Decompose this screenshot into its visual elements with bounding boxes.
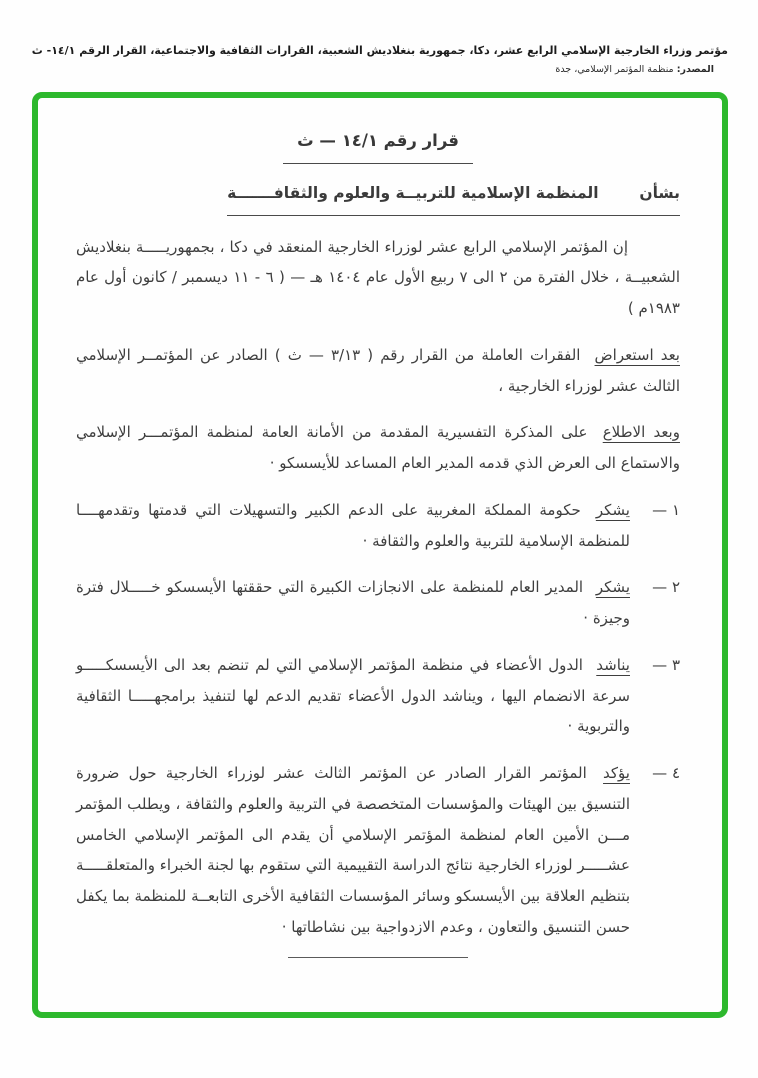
green-frame xyxy=(32,92,728,1018)
source-value: منظمة المؤتمر الإسلامي، جدة xyxy=(555,64,674,75)
item-3-text xyxy=(76,650,630,742)
resolution-item-2 xyxy=(76,572,680,634)
item-1-text xyxy=(76,495,630,557)
subject-text: المنظمة الإسلامية للتربيــة والعلوم والثقافـــــــة xyxy=(227,183,599,202)
item-2-body: المدير العام للمنظمة على الانجازات الكبيرة التي حققتها الأيسسكو خـــــلال فترة وجيزة · xyxy=(76,578,630,628)
item-4-text xyxy=(76,758,630,943)
title-wrap xyxy=(76,124,680,164)
clause-1-rest: الفقرات العاملة من القرار رقم ( ٣/١٣ — ث ) الصادر عن المؤتمــر الإسلامي الثالث عشر لوزراء الخارجية ، xyxy=(76,345,680,395)
item-1-number: ١ — xyxy=(652,500,680,519)
source-label: المصدر: xyxy=(676,64,714,75)
item-2-number: ٢ — xyxy=(652,578,680,597)
resolution-title: قرار رقم ١٤/١ — ث xyxy=(283,124,473,164)
subject-underline xyxy=(227,178,680,216)
footer-rule xyxy=(288,957,468,958)
subject-label: بشأن xyxy=(639,183,680,202)
resolution-items xyxy=(76,495,680,943)
resolution-item-4 xyxy=(76,758,680,943)
item-4-lead: يؤكد xyxy=(603,764,630,783)
document-header xyxy=(26,44,728,75)
resolution-item-3 xyxy=(76,650,680,742)
header-source xyxy=(26,64,714,75)
header-citation: مؤتمر وزراء الخارجية الإسلامي الرابع عشر، دكا، جمهورية بنغلاديش الشعبية، القرارات الثقافية والاجتماعية، القرار الرقم ١٤/١- ث xyxy=(31,44,728,57)
item-2-text xyxy=(76,572,630,634)
item-2-lead: يشكر xyxy=(595,578,630,597)
item-4-number: ٤ — xyxy=(652,764,680,783)
clause-2-lead: وبعد الاطلاع xyxy=(602,423,680,442)
resolution-item-1 xyxy=(76,495,680,557)
item-1-lead: يشكر xyxy=(595,500,630,519)
resolution-body xyxy=(76,124,680,958)
item-1-body: حكومة المملكة المغربية على الدعم الكبير والتسهيلات التي قدمتها وتقدمهــــا للمنظمة الإسلامية للتربية والعلوم والثقافة · xyxy=(76,500,630,550)
item-3-lead: يناشد xyxy=(596,655,630,674)
clause-2-rest: على المذكرة التفسيرية المقدمة من الأمانة العامة لمنظمة المؤتمـــر الإسلامي والاستماع الى العرض الذي قدمه المدير العام المساعد للأيسسكو · xyxy=(76,423,680,473)
item-4-body: المؤتمر القرار الصادر عن المؤتمر الثالث عشر لوزراء الخارجية حول ضرورة التنسيق بين الهيئات والمؤسسات المتخصصة في التربية والعلوم والثقافة ، ويطلب المؤتمر مـــن الأمين العام لمنظمة المؤتمر الإسلامي أن يقدم الى المؤتمر الإسلامي الخامس عشـــــر لوزراء الخارجية نتائج الدراسة التقييمية التي ستقوم بها لجنة الخبراء والمتعلقـــــة بتنظيم العلاقة بين الأيسسكو وسائر المؤسسات الثقافية الأخرى التابعــة للمنظمة بما يكفل حسن التنسيق والتعاون ، وعدم الازدواجية بين نشاطاتها · xyxy=(76,764,630,936)
clause-1-lead: بعد استعراض xyxy=(594,345,680,364)
preamble-paragraph: إن المؤتمر الإسلامي الرابع عشر لوزراء الخارجية المنعقد في دكا ، بجمهوريـــــة بنغلاديش الشعبيــة ، خلال الفترة من ٢ الى ٧ ربيع الأول عام ١٤٠٤ هـ — ( ٦ - ١١ ديسمبر / كانون أول عام ١٩٨٣م ) xyxy=(76,237,681,318)
item-3-number: ٣ — xyxy=(652,655,680,674)
item-3-body: الدول الأعضاء في منظمة المؤتمر الإسلامي التي لم تنضم بعد الى الأيسسكـــــو سرعة الانضمام اليها ، ويناشد الدول الأعضاء تقديم الدعم لها لتنفيذ برامجهـــــا الثقافية والتربوية · xyxy=(76,655,630,736)
clause-2 xyxy=(76,417,680,479)
subject-line xyxy=(76,178,680,216)
clause-1 xyxy=(76,340,680,402)
